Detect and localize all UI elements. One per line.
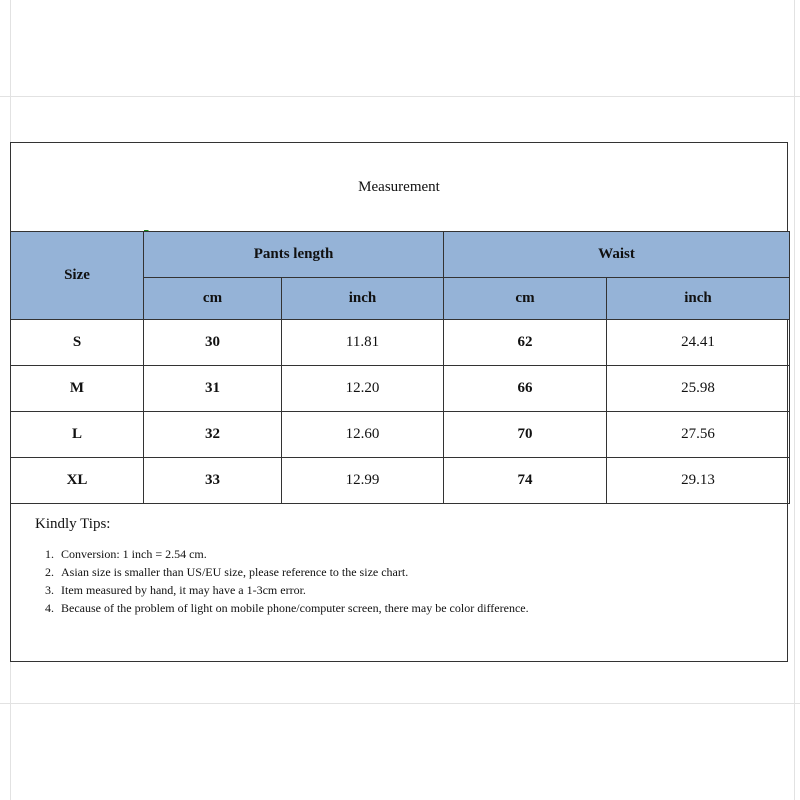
- unit-header: cm: [144, 278, 282, 320]
- waist-cm-cell: 66: [444, 366, 607, 412]
- length-cm-cell: 32: [144, 412, 282, 458]
- length-cm-cell: 33: [144, 458, 282, 504]
- pants-length-header: Pants length: [144, 232, 444, 278]
- tip-item: 3. Item measured by hand, it may have a 1-3cm error.: [57, 581, 775, 599]
- size-header: Size: [11, 232, 144, 320]
- waist-cm-cell: 74: [444, 458, 607, 504]
- table-row: [11, 320, 790, 366]
- gridline: [0, 96, 800, 97]
- tip-item: 1. Conversion: 1 inch = 2.54 cm.: [57, 545, 775, 563]
- waist-cm-cell: 62: [444, 320, 607, 366]
- size-table: [10, 231, 790, 504]
- waist-inch-cell: 27.56: [607, 412, 790, 458]
- tips-heading: Kindly Tips:: [35, 516, 111, 532]
- length-cm-cell: 31: [144, 366, 282, 412]
- table-row: [11, 458, 790, 504]
- unit-header: cm: [444, 278, 607, 320]
- waist-inch-cell: 25.98: [607, 366, 790, 412]
- tips-list: [35, 545, 775, 617]
- length-inch-cell: 12.20: [282, 366, 444, 412]
- waist-cm-cell: 70: [444, 412, 607, 458]
- waist-inch-cell: 24.41: [607, 320, 790, 366]
- gridline: [794, 0, 795, 800]
- length-inch-cell: 11.81: [282, 320, 444, 366]
- length-cm-cell: 30: [144, 320, 282, 366]
- size-cell: S: [11, 320, 144, 366]
- size-cell: M: [11, 366, 144, 412]
- table-row: [11, 412, 790, 458]
- tip-item: 4. Because of the problem of light on mobile phone/computer screen, there may be color difference.: [57, 599, 551, 617]
- kindly-tips: [35, 516, 775, 617]
- size-cell: L: [11, 412, 144, 458]
- tip-item: 2. Asian size is smaller than US/EU size, please reference to the size chart.: [57, 563, 775, 581]
- unit-header: inch: [607, 278, 790, 320]
- unit-header: inch: [282, 278, 444, 320]
- size-chart-sheet: [10, 142, 788, 662]
- length-inch-cell: 12.99: [282, 458, 444, 504]
- chart-title: Measurement: [358, 178, 440, 195]
- length-inch-cell: 12.60: [282, 412, 444, 458]
- gridline: [0, 703, 800, 704]
- waist-inch-cell: 29.13: [607, 458, 790, 504]
- table-row: [11, 366, 790, 412]
- waist-header: Waist: [444, 232, 790, 278]
- size-cell: XL: [11, 458, 144, 504]
